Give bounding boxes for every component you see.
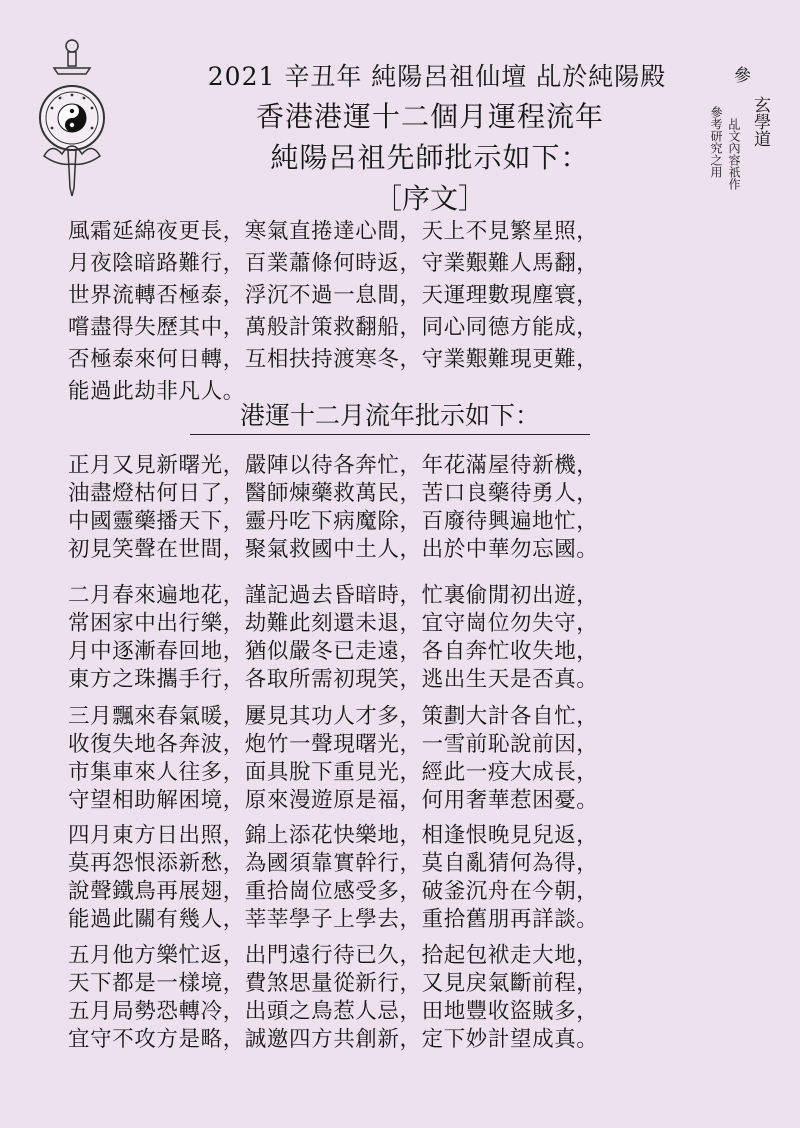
month-line: 二月春來遍地花，謹記過去昏暗時，忙裏偷閒初出遊， — [68, 583, 599, 608]
month-line: 守望相助解困境，原來漫遊原是福，何用奢華惹困憂。 — [68, 788, 599, 813]
month-line: 油盡燈枯何日了，醫師煉藥救萬民，苦口良藥待勇人， — [68, 481, 599, 506]
month-line: 收復失地各奔波，炮竹一聲現曙光，一雪前恥說前因， — [68, 732, 599, 757]
section-title: 港運十二月流年批示如下： — [190, 400, 590, 435]
document-header — [130, 58, 730, 218]
month-line: 常困家中出行樂，劫難此刻還未退，宜守崗位勿失守， — [68, 611, 599, 636]
taoist-seal-emblem — [30, 38, 114, 198]
preface-poem — [68, 216, 748, 408]
month-line: 能過此關有幾人，莘莘學子上學去，重拾舊朋再詳談。 — [68, 907, 599, 932]
month-line: 市集車來人往多，面具脫下重見光，經此一疫大成長， — [68, 760, 599, 785]
month-block-5 — [68, 942, 748, 1054]
header-line-3: 純陽呂祖先師批示如下： — [270, 141, 590, 174]
month-block-1 — [68, 452, 748, 564]
preface-line: 月夜陰暗路難行，百業蕭條何時返，守業艱難人馬翻， — [68, 251, 599, 276]
side-note — [692, 66, 772, 216]
preface-line: 否極泰來何日轉，互相扶持渡寒冬，守業艱難現更難， — [68, 347, 599, 372]
month-line: 三月飄來春氣暖，屢見其功人才多，策劃大計各自忙， — [68, 704, 599, 729]
side-note-col-1: 參 — [730, 66, 750, 83]
month-block-2 — [68, 582, 748, 694]
preface-line: 世界流轉否極泰，浮沉不過一息間，天運理數現塵寰， — [68, 283, 599, 308]
month-line: 莫再怨恨添新愁，為國須靠實幹行，莫自亂猜何為得， — [68, 851, 599, 876]
month-line: 正月又見新曙光，嚴陣以待各奔忙，年花滿屋待新機， — [68, 453, 599, 478]
month-line: 五月他方樂忙返，出門遠行待已久，拾起包袱走大地， — [68, 943, 599, 968]
side-note-col-3: 乩文內容祇作 — [727, 118, 741, 190]
month-line: 中國靈藥播天下，靈丹吃下病魔除，百廢待興遍地忙， — [68, 509, 599, 534]
month-line: 四月東方日出照，錦上添花快樂地，相逢恨晚見兒返， — [68, 823, 599, 848]
side-note-col-2: 玄學道 — [750, 96, 770, 147]
preface-line: 風霜延綿夜更長，寒氣直捲達心間，天上不見繁星照， — [68, 219, 599, 244]
preface-title: ［序文］ — [373, 182, 486, 215]
side-note-col-4: 參考研究之用 — [709, 106, 723, 178]
month-line: 宜守不攻方是略，誠邀四方共創新，定下妙計望成真。 — [68, 1027, 599, 1052]
header-line-1: 2021 辛丑年 純陽呂祖仙壇 乩於純陽殿 — [207, 62, 667, 91]
month-block-4 — [68, 822, 748, 934]
preface-line: 嚐盡得失歷其中，萬般計策救翻船，同心同德方能成， — [68, 315, 599, 340]
month-block-3 — [68, 703, 748, 815]
month-line: 天下都是一樣境，費煞思量從新行，又見戾氣斷前程， — [68, 971, 599, 996]
month-line: 五月局勢恐轉冷，出頭之鳥惹人忌，田地豐收盜賊多， — [68, 999, 599, 1024]
month-line: 初見笑聲在世間，聚氣救國中土人，出於中華勿忘國。 — [68, 537, 599, 562]
month-line: 說聲鐵鳥再展翅，重拾崗位感受多，破釜沉舟在今朝， — [68, 879, 599, 904]
month-line: 東方之珠攜手行，各取所需初現笑，逃出生天是否真。 — [68, 667, 599, 692]
preface-line: 能過此劫非凡人。 — [68, 379, 245, 404]
month-line: 月中逐漸春回地，猶似嚴冬已走遠，各自奔忙收失地， — [68, 639, 599, 664]
header-line-2: 香港港運十二個月運程流年 — [255, 100, 604, 133]
